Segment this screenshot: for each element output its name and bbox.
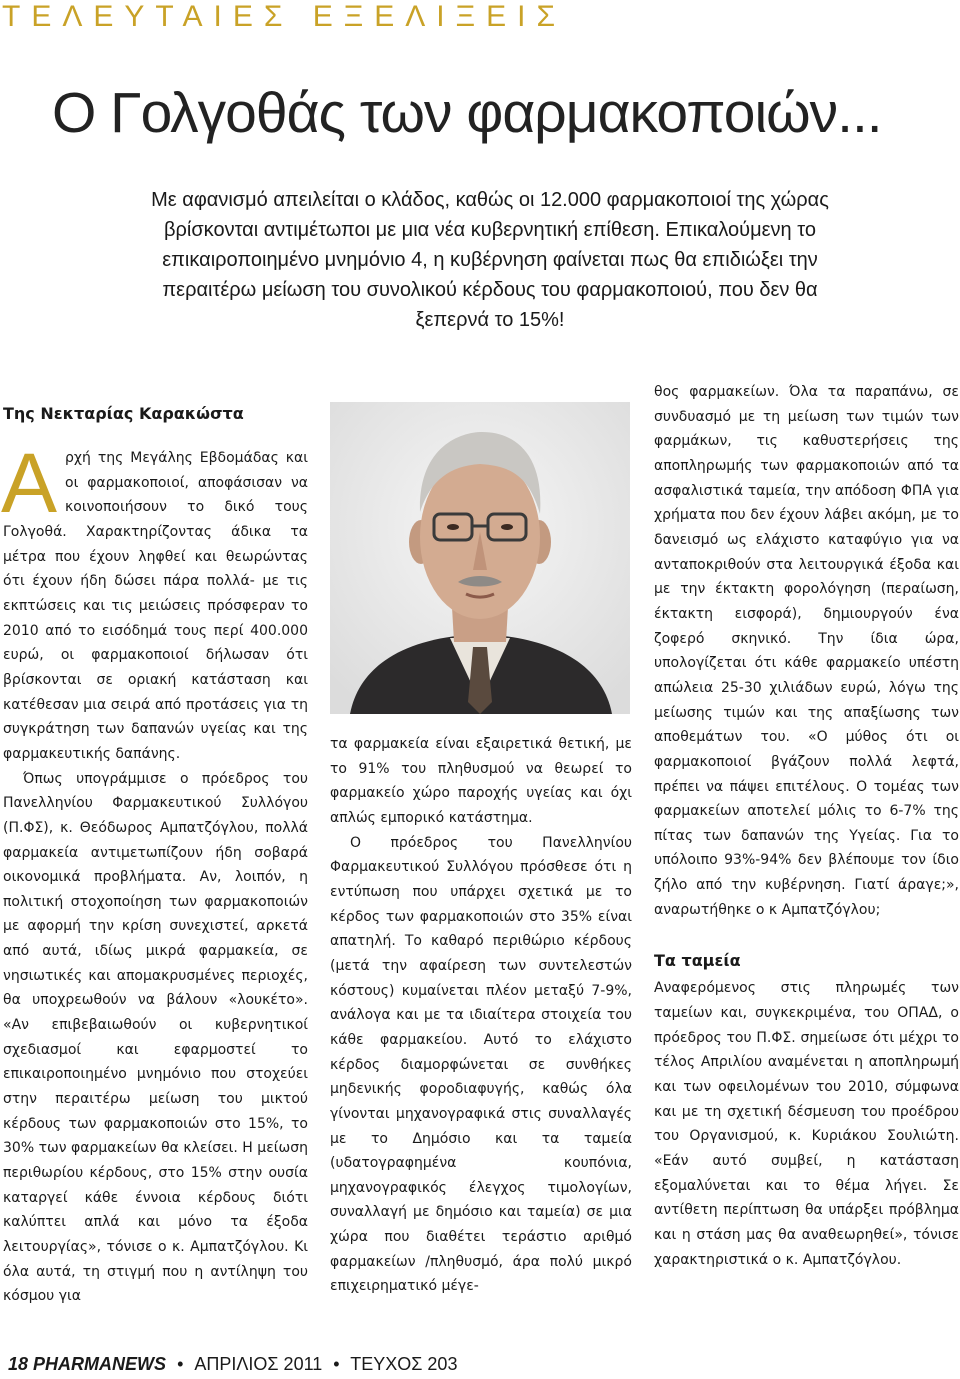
- column-2-paragraph-2: Ο πρόεδρος του Πανελληνίου Φαρμακευτικού Συλλόγου πρόσθεσε ότι η εντύπωση που υπάρχει σχετικά με το κέρδος των φαρμακοποιών στο 35% είναι απατηλή. Το καθαρό περιθώριο κέρδους (μετά την αφαίρεση των συντελεστών κόστους) κυμαίνεται πλέον μεταξύ 7-9%, ανάλογα και με τα ιδιαίτερα στοιχεία του κάθε φαρμακείου. Αυτό το ελάχιστο κέρδος διαμορφώνεται σε συνθήκες μηδενικής φοροδιαφυγής, καθώς όλα γίνονται μηχανογραφικά στις συναλλαγές με το Δημόσιο και τα ταμεία (υδατογραφημένα κουπόνια, μηχανογραφικός έλεγχος τιμολογίων, συναλλαγή με δημόσιο και ταμεία) σε μια χώρα που διαθέτει τεράστιο αριθμό φαρμακείων /πληθυσμό, άρα πολύ μικρό επιχειρηματικό μέγε-: [330, 834, 632, 1295]
- column-3-paragraph-2: Αναφερόμενος στις πληρωμές των ταμείων και, συγκεκριμένα, του ΟΠΑΔ, ο πρόεδρος του Π.ΦΣ. σημείωσε ότι μέχρι το τέλος Απριλίου αναμένεται η αποπληρωμή και των οφειλομένων του 2010, σύμφωνα και με τη σχετική δέσμευση του προέδρου του Οργανισμού, κ. Κυριάκου Σουλιώτη. «Εάν αυτό συμβεί, η κατάσταση εξομαλύνεται και το θέμα λήγει. Σε αντίθετη περίπτωση θα υπάρξει πρόβλημα και η στάση μας θα αναθεωρηθεί», τόνισε χαρακτηριστικά ο κ. Αμπατζόγλου.: [654, 980, 959, 1268]
- subheading: Τα ταμεία: [654, 951, 741, 971]
- magazine-name: PHARMANEWS: [33, 1354, 167, 1374]
- footer-separator: •: [333, 1354, 340, 1374]
- portrait-photo: [330, 402, 630, 714]
- article-column-1: [3, 402, 308, 1309]
- issue-number: ΤΕΥΧΟΣ 203: [350, 1354, 458, 1374]
- drop-cap: Α: [1, 436, 58, 530]
- issue-month: ΑΠΡΙΛΙΟΣ 2011: [194, 1354, 323, 1374]
- column-1-paragraph-2: Όπως υπογράμμισε ο πρόεδρος του Πανελληνίου Φαρμακευτικού Συλλόγου (Π.ΦΣ), κ. Θεόδωρος Αμπατζόγλου, πολλά φαρμακεία αντιμετωπίζουν ήδη σοβαρά οικονομικά προβλήματα. Αν, λοιπόν, η πολιτική στοχοποίηση των φαρμακοποιών με αφορμή την κρίση συνεχιστεί, αρκετά από αυτά, ιδίως μικρά φαρμακεία, σε νησιωτικές και απομακρυσμένες περιοχές, θα υποχρεωθούν να βάλουν «λουκέτο». «Αν επιβεβαιωθούν οι κυβερνητικοί σχεδιασμοί και εφαρμοστεί το επικαιροποιημένο μνημόνιο που στοχεύει στην περαιτέρω μείωση του μικτού κέρδους των φαρμακοποιών στο 15%, το 30% των φαρμακείων θα κλείσει. Η μείωση περιθωρίου κέρδους, στο 15% στην ουσία καταργεί κάθε έννοια κέρδους διότι καλύπτει απλά και μόνο τα έξοδα λειτουργίας», τόνισε ο κ. Αμπατζόγλου. Κι όλα αυτά, τη στιγμή που η αντίληψη του κόσμου για: [3, 770, 308, 1305]
- byline: Της Νεκταρίας Καρακώστα: [3, 404, 244, 423]
- column-1-paragraph-1: Αρχή της Μεγάλης Εβδομάδας και οι φαρμακοποιοί, αποφάσισαν να κοινοποιήσουν το δικό τους Γολγοθά. Χαρακτηρίζοντας άδικα τα μέτρα που έχουν ληφθεί και θεωρώντας ότι έχουν ήδη δώσει πάρα πολλά- με τις εκπτώσεις και τις μειώσεις πρόσφεραν το 2010 από το εισόδημά τους περί 400.000 ευρώ, οι φαρμακοποιοί δήλωσαν ότι βρίσκονται σε οριακή κατάσταση και κατέθεσαν μια σειρά από προτάσεις για τη συγκράτηση των δαπανών υγείας και της φαρμακευτικής δαπάνης.: [1, 436, 308, 762]
- lead-paragraph: Με αφανισμό απειλείται ο κλάδος, καθώς οι 12.000 φαρμακοποιοί της χώρας βρίσκονται αντιμέτωποι με μια νέα κυβερνητική επίθεση. Επικαλούμενη το επικαιροποιημένο μνημόνιο 4, η κυβέρνηση φαίνεται πως θα επιδιώξει την περαιτέρω μείωση του συνολικού κέρδους του φαρμακοποιού, που δεν θα ξεπερνά το 15%!: [151, 189, 829, 331]
- headline: Ο Γολγοθάς των φαρμακοποιών...: [52, 81, 882, 145]
- article-column-3: [654, 380, 959, 1272]
- page-number: 18: [8, 1354, 29, 1374]
- article-column-2: [330, 732, 632, 1299]
- page-footer: [8, 1354, 457, 1375]
- section-label: ΤΕΛΕΥΤΑΙΕΣ ΕΞΕΛΙΞΕΙΣ: [2, 0, 567, 33]
- portrait-illustration: [330, 402, 630, 714]
- column-3-paragraph-1: θος φαρμακείων. Όλα τα παραπάνω, σε συνδυασμό με τη μείωση των τιμών των φαρμάκων, τις καθυστερήσεις της αποπληρωμής των φαρμακοποιών από τα ασφαλιστικά ταμεία, την απόδοση ΦΠΑ για χρήματα που δεν έχουν λάβει ακόμη, με το δανεισμό ως ελάχιστο καταφύγιο για να ανταποκριθούν στα λειτουργικά έξοδα και με την έκτακτη φορολόγηση (περαίωση, έκτακτη εισφορά), δημιουργούν ένα ζοφερό σκηνικό. Την ίδια ώρα, υπολογίζεται ότι κάθε φαρμακείο υπέστη απώλεια 25-30 χιλιάδων ευρώ, λόγω της μείωσης τιμών και της απαξίωσης των αποθεμάτων του. «Ο μύθος ότι οι φαρμακοποιοί βγάζουν πολλά λεφτά, πρέπει να πάψει επιτέλους. Ο τομέας των φαρμακείων αποτελεί μόλις το 6-7% της πίτας των δαπανών της Υγείας. Για το υπόλοιπο 93%-94% δεν βλέπουμε τον ίδιο ζήλο από την κυβέρνηση. Γιατί άραγε;», αναρωτήθηκε ο κ Αμπατζόγλου;: [654, 384, 959, 918]
- column-2-paragraph-1: τα φαρμακεία είναι εξαιρετικά θετική, με το 91% του πληθυσμού να θεωρεί το φαρμακείο χώρο παροχής υγείας και όχι απλώς εμπορικό κατάστημα.: [330, 736, 632, 826]
- footer-separator: •: [177, 1354, 184, 1374]
